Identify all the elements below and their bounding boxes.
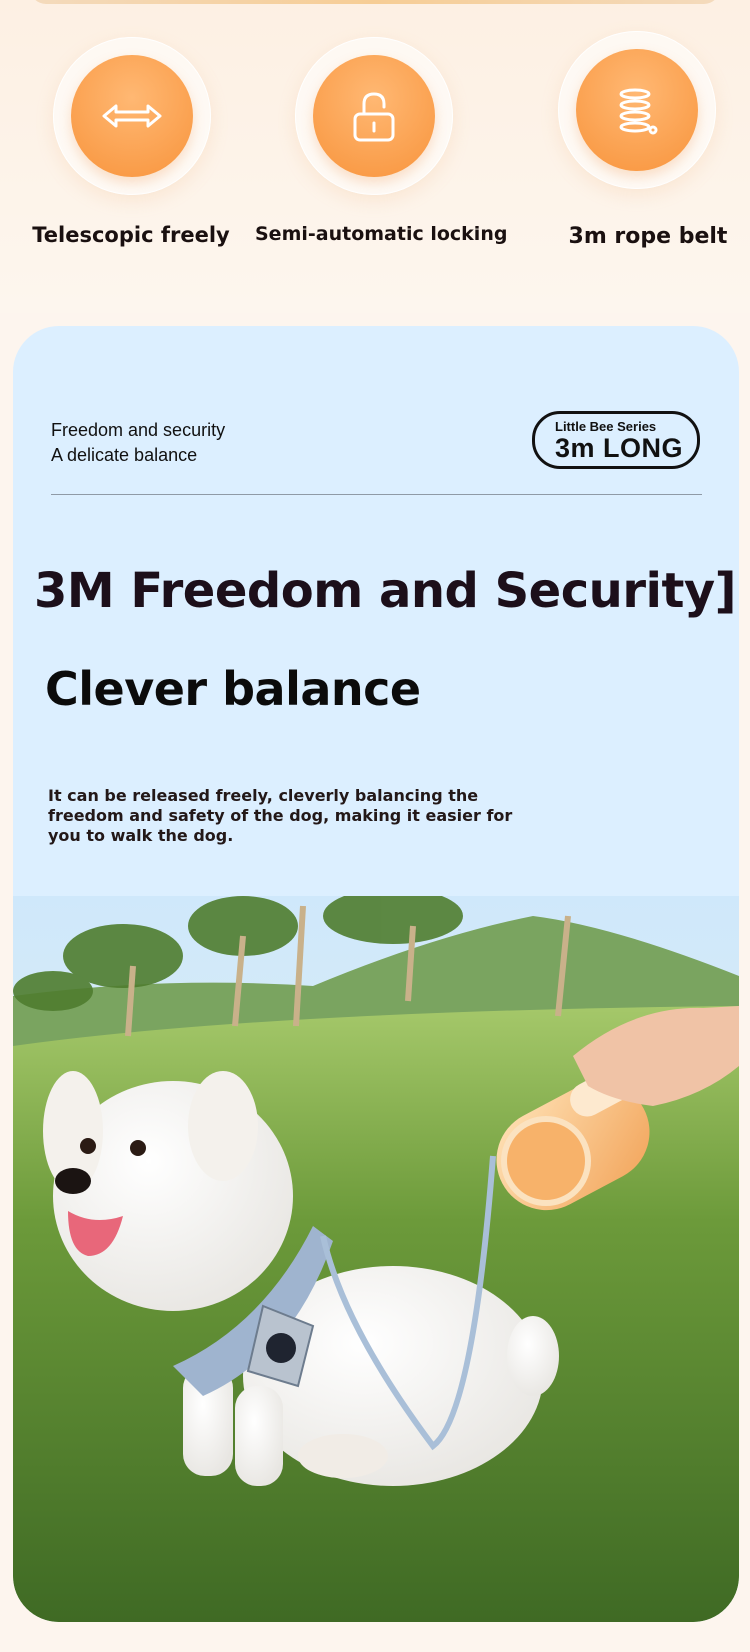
feature-label: Semi-automatic locking	[255, 223, 508, 245]
feature-rope-belt	[518, 31, 750, 257]
badge-series: Little Bee Series	[555, 419, 657, 434]
coil-spring-icon	[607, 80, 667, 140]
feature-label: Telescopic freely	[32, 223, 230, 247]
feature-section	[0, 0, 750, 313]
badge-size: 3m LONG	[555, 433, 684, 463]
feature-telescopic	[11, 37, 251, 257]
subheadline: Clever balance	[45, 662, 421, 716]
feature-icon-circle	[71, 55, 193, 177]
tagline-line: A delicate balance	[51, 445, 198, 465]
product-edge-decoration	[30, 0, 720, 4]
double-arrow-icon	[102, 86, 162, 146]
padlock-icon	[344, 86, 404, 146]
description: It can be released freely, cleverly balancing the freedom and safety of the dog, making it easier for you to walk the dog.	[48, 786, 513, 845]
feature-label: 3m rope belt	[568, 224, 728, 249]
series-badge	[532, 411, 700, 469]
feature-icon-circle	[313, 55, 435, 177]
dog-walking-photo	[13, 896, 739, 1622]
divider	[51, 494, 702, 495]
headline: 3M Freedom and Security]	[34, 563, 737, 619]
product-card	[13, 326, 739, 1622]
feature-icon-circle	[576, 49, 698, 171]
feature-locking	[255, 37, 508, 257]
tagline	[51, 418, 225, 468]
tagline-line: Freedom and security	[51, 420, 226, 440]
